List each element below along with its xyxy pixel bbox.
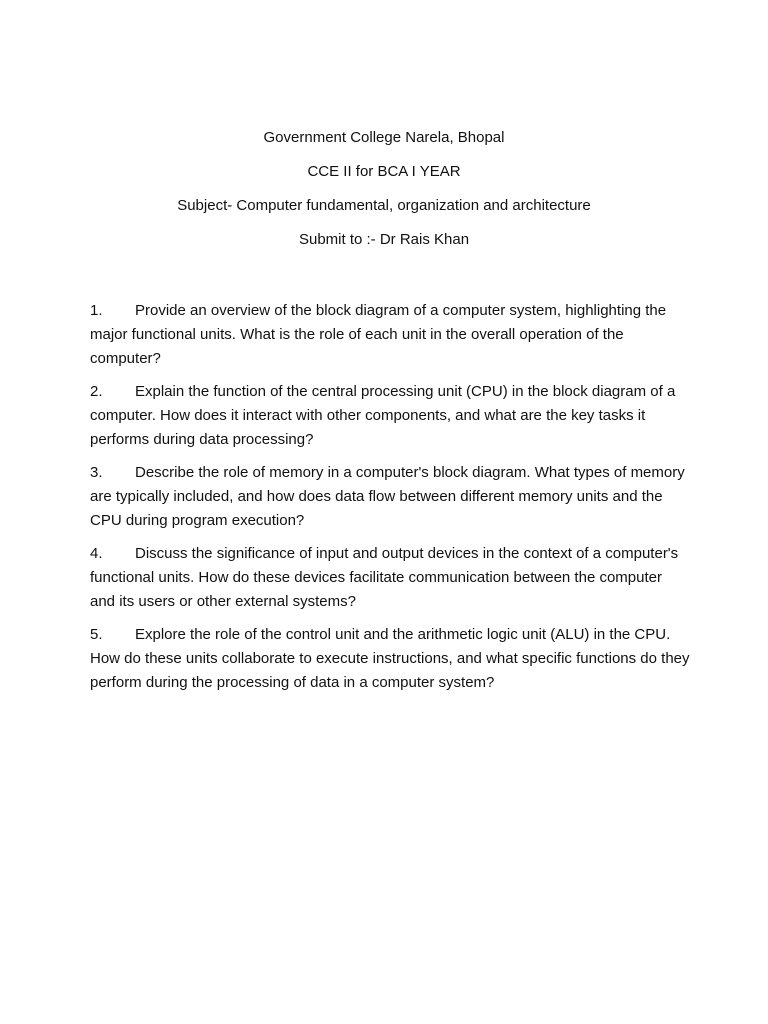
exam-title: CCE II for BCA I YEAR bbox=[307, 163, 461, 180]
question-item bbox=[90, 380, 690, 452]
question-number: 1. bbox=[90, 302, 103, 319]
question-number: 5. bbox=[90, 626, 103, 643]
document-header bbox=[0, 128, 768, 264]
question-number: 3. bbox=[90, 464, 103, 481]
question-number: 2. bbox=[90, 383, 103, 400]
subject-line: Subject- Computer fundamental, organization and architecture bbox=[177, 197, 591, 214]
question-item bbox=[90, 623, 690, 695]
submit-to-line: Submit to :- Dr Rais Khan bbox=[298, 231, 470, 248]
question-number: 4. bbox=[90, 545, 103, 562]
question-item bbox=[90, 542, 690, 614]
question-text: Explain the function of the central processing unit (CPU) in the block diagram of a computer. How does it interact with other components, and what are the key tasks it performs during data processing? bbox=[90, 383, 676, 448]
question-text: Explore the role of the control unit and the arithmetic logic unit (ALU) in the CPU. How do these units collaborate to execute instructions, and what specific functions do they perform during the processing of data in a computer system? bbox=[90, 626, 690, 691]
question-text: Describe the role of memory in a computer's block diagram. What types of memory are typically included, and how does data flow between different memory units and the CPU during program execution? bbox=[90, 464, 685, 529]
question-list bbox=[90, 299, 690, 704]
college-name: Government College Narela, Bhopal bbox=[263, 129, 505, 146]
question-item bbox=[90, 299, 690, 371]
question-text: Provide an overview of the block diagram of a computer system, highlighting the major functional units. What is the role of each unit in the overall operation of the computer? bbox=[90, 302, 667, 367]
question-item bbox=[90, 461, 690, 533]
question-text: Discuss the significance of input and output devices in the context of a computer's functional units. How do these devices facilitate communication between the computer and its users or other external systems? bbox=[90, 545, 679, 610]
